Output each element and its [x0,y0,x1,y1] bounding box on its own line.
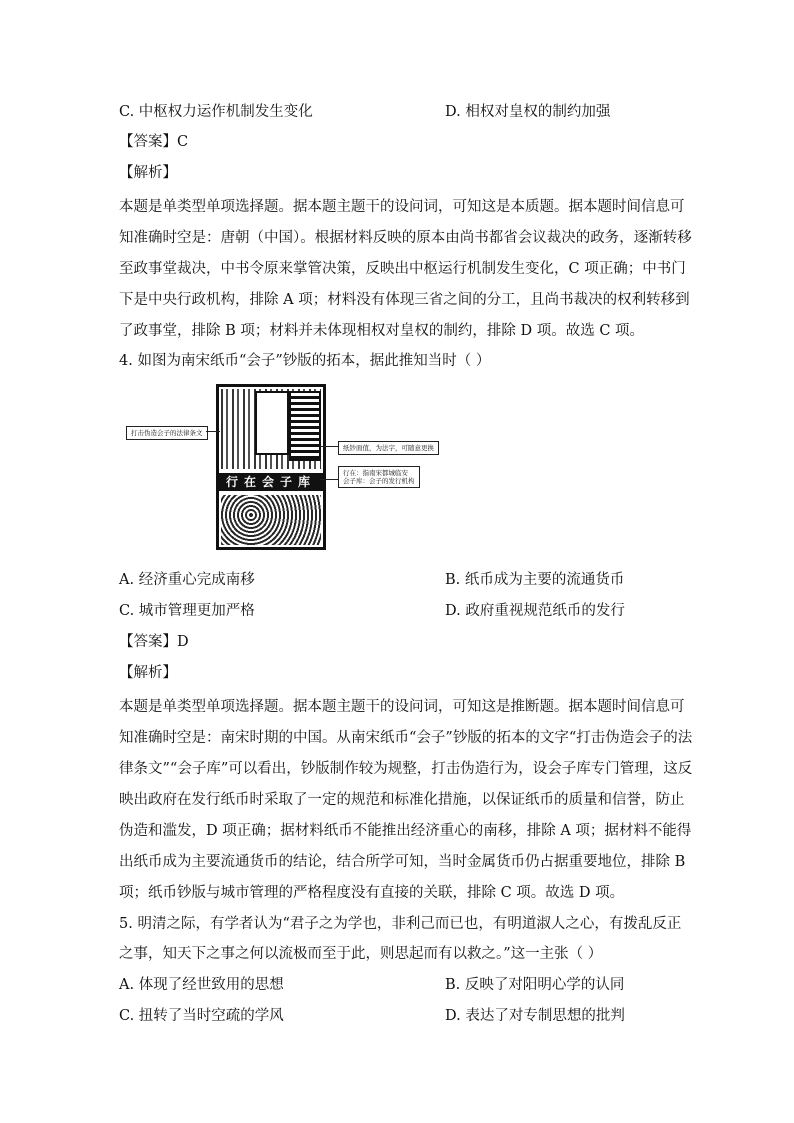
q4-analysis-line: 律条文”“会子库”可以看出，钞版制作较为规整，打击伪造行为，设会子库专门管理，这反 [119,761,693,777]
q3-answer: 【答案】C [119,134,189,150]
q3-analysis-line: 本题是单类型单项选择题。据本题主题干的设问词，可知这是本质题。据本题时间信息可 [119,199,685,215]
q4-stem: 4. 如图为南宋纸币“会子”钞版的拓本，据此推知当时（ ） [119,353,491,369]
banknote-rubbing-figure [120,384,455,550]
q3-analysis-line: 至政事堂裁决，中书令原来掌管决策，反映出中枢运行机制发生变化，C 项正确；中书门 [119,261,686,277]
callout-leader [206,431,220,432]
q4-option-b: B. 纸币成为主要的流通货币 [445,572,625,588]
q5-option-c: C. 扭转了当时空疏的学风 [119,1008,284,1024]
callout-leader [320,446,338,447]
q4-answer: 【答案】D [119,634,189,650]
q4-analysis-line: 伪造和滥发，D 项正确；据材料纸币不能推出经济重心的南移，排除 A 项；据材料不能得 [119,823,692,839]
q5-stem-line: 5. 明清之际，有学者认为“君子之为学也，非利己而已也，有明道淑人之心，有拨乱反正 [119,916,682,932]
callout-issuer-line: 会子库：会子的发行机构 [343,477,415,485]
q4-analysis-label: 【解析】 [119,665,177,681]
q5-option-d: D. 表达了对专制思想的批判 [445,1008,625,1024]
q3-option-d: D. 相权对皇权的制约加强 [445,104,611,120]
q4-analysis-line: 映出政府在发行纸币时采取了一定的规范和标准化措施，以保证纸币的质量和信誉，防止 [119,792,685,808]
banknote-denomination-panel [289,391,321,461]
q5-option-a: A. 体现了经世致用的思想 [119,977,284,993]
q4-analysis-line: 项；纸币钞版与城市管理的严格程度没有直接的关联，排除 C 项。故选 D 项。 [119,885,625,901]
q4-option-d: D. 政府重视规范纸币的发行 [445,603,625,619]
callout-issuer [338,466,420,488]
callout-leader [320,479,338,480]
callout-law-text: 打击伪造会子的法律条文 [126,426,208,440]
q5-stem-line: 之事，知天下之事之何以流极而至于此，则思起而有以救之。”这一主张（ ） [119,946,603,962]
banknote-pattern [221,495,321,545]
banknote-law-panel [255,391,289,455]
callout-issuer-line: 行在：指南宋都城临安 [343,469,408,477]
q3-analysis-label: 【解析】 [119,165,177,181]
q3-analysis-line: 了政事堂，排除 B 项；材料并未体现相权对皇权的制约，排除 D 项。故选 C 项。 [119,323,645,339]
q5-option-b: B. 反映了对阳明心学的认同 [445,977,625,993]
q3-analysis-line: 知准确时空是：唐朝（中国）。根据材料反映的原本由尚书都省会议裁决的政务，逐渐转移 [119,230,692,246]
q3-analysis-line: 下是中央行政机构，排除 A 项；材料没有体现三省之间的分工，且尚书裁决的权利转移到 [119,292,690,308]
banknote-issuer-band: 行在会子库 [219,473,323,491]
callout-denomination: 纸钞面值，为法字，可随意更换 [338,441,439,455]
q4-analysis-line: 知准确时空是：南宋时期的中国。从南宋纸币“会子”钞版的拓本的文字“打击伪造会子的法 [119,730,693,746]
q4-analysis-line: 出纸币成为主要流通货币的结论，结合所学可知，当时金属货币仍占据重要地位，排除 B [119,854,686,870]
q3-option-c: C. 中枢权力运作机制发生变化 [119,104,313,120]
banknote-plate-image [216,384,326,550]
q4-option-a: A. 经济重心完成南移 [119,572,255,588]
q4-analysis-line: 本题是单类型单项选择题。据本题主题干的设问词，可知这是推断题。据本题时间信息可 [119,699,685,715]
q4-option-c: C. 城市管理更加严格 [119,603,255,619]
